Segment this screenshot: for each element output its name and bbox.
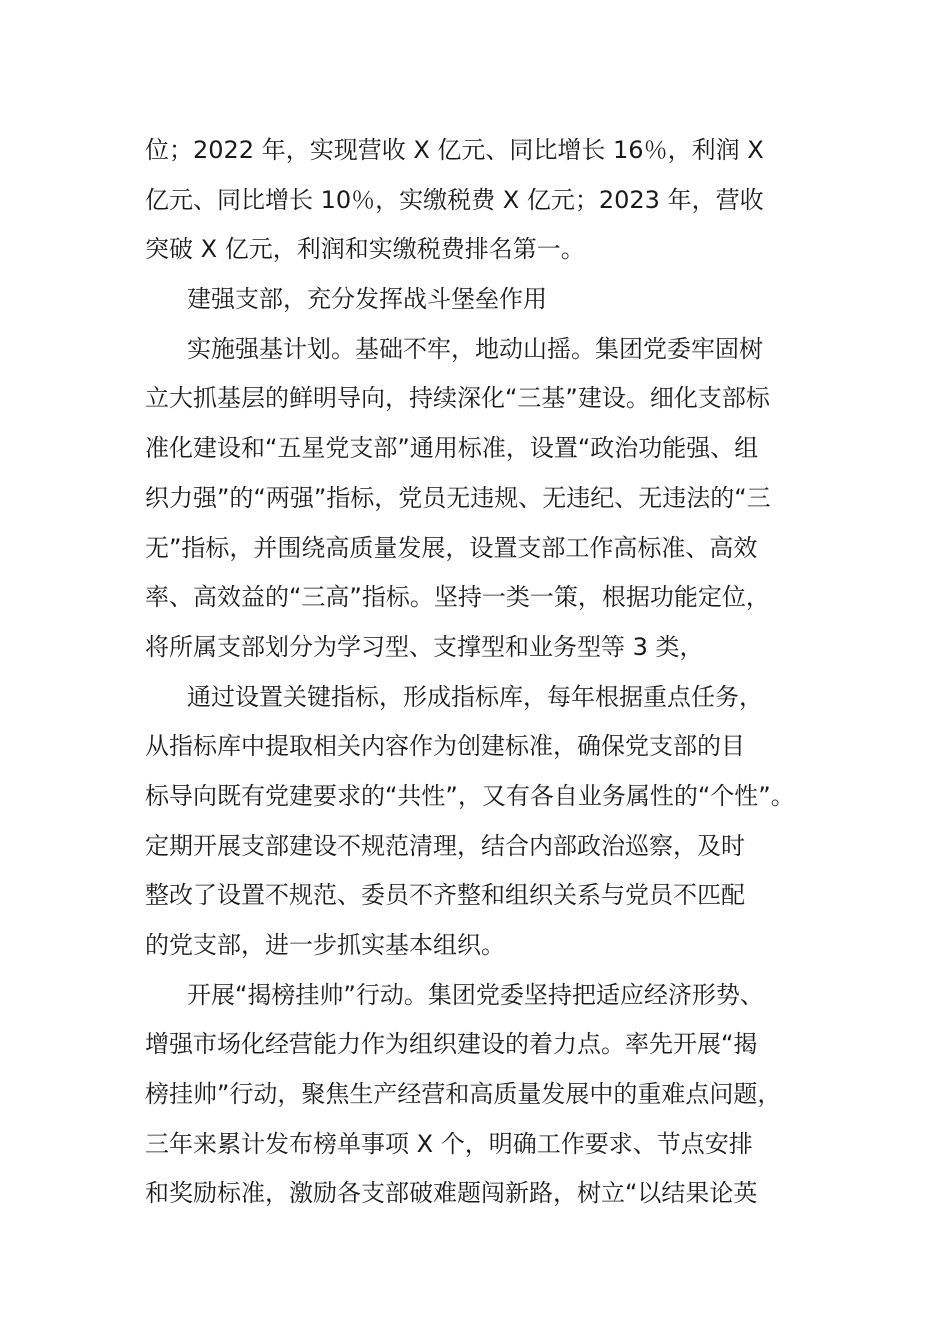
text-line: 无”指标，并围绕高质量发展，设置支部工作高标准、高效 bbox=[145, 533, 758, 562]
text-line: 定期开展支部建设不规范清理，结合内部政治巡察，及时 bbox=[145, 831, 745, 860]
text-line: 增强市场化经营能力作为组织建设的着力点。率先开展“揭 bbox=[145, 1030, 758, 1059]
text-line: 整改了设置不规范、委员不齐整和组织关系与党员不匹配 bbox=[145, 881, 745, 910]
text-line: 突破 X 亿元，利润和实缴税费排名第一。 bbox=[145, 235, 585, 264]
text-line: 通过设置关键指标，形成指标库，每年根据重点任务， bbox=[187, 682, 763, 711]
text-line: 将所属支部划分为学习型、支撑型和业务型等 3 类， bbox=[145, 632, 704, 661]
text-line: 和奖励标准，激励各支部破难题闯新路，树立“以结果论英 bbox=[145, 1179, 758, 1208]
text-line: 开展“揭榜挂帅”行动。集团党委坚持把适应经济形势、 bbox=[187, 980, 764, 1009]
text-line: 从指标库中提取相关内容作为创建标准，确保党支部的目 bbox=[145, 732, 745, 761]
text-line: 织力强”的“两强”指标，党员无违规、无违纪、无违法的“三 bbox=[145, 483, 771, 512]
text-line: 三年来累计发布榜单事项 X 个，明确工作要求、节点安排 bbox=[145, 1129, 753, 1158]
text-line: 准化建设和“五星党支部”通用标准，设置“政治功能强、组 bbox=[145, 434, 759, 463]
text-line: 位；2022 年，实现营收 X 亿元、同比增长 16％，利润 X bbox=[145, 136, 764, 164]
text-line: 榜挂帅”行动，聚焦生产经营和高质量发展中的重难点问题， bbox=[145, 1080, 782, 1109]
section-heading: 建强支部，充分发挥战斗堡垒作用 bbox=[187, 285, 547, 314]
text-line: 标导向既有党建要求的“共性”，又有各自业务属性的“个性”。 bbox=[145, 781, 795, 810]
text-line: 的党支部，进一步抓实基本组织。 bbox=[145, 931, 505, 959]
text-line: 率、高效益的“三高”指标。坚持一类一策，根据功能定位， bbox=[145, 583, 770, 612]
text-line: 亿元、同比增长 10％，实缴税费 X 亿元；2023 年，营收 bbox=[145, 185, 764, 214]
document-body bbox=[145, 126, 825, 1219]
text-line: 立大抓基层的鲜明导向，持续深化“三基”建设。细化支部标 bbox=[145, 384, 770, 413]
text-line: 实施强基计划。基础不牢，地动山摇。集团党委牢固树 bbox=[187, 334, 763, 363]
